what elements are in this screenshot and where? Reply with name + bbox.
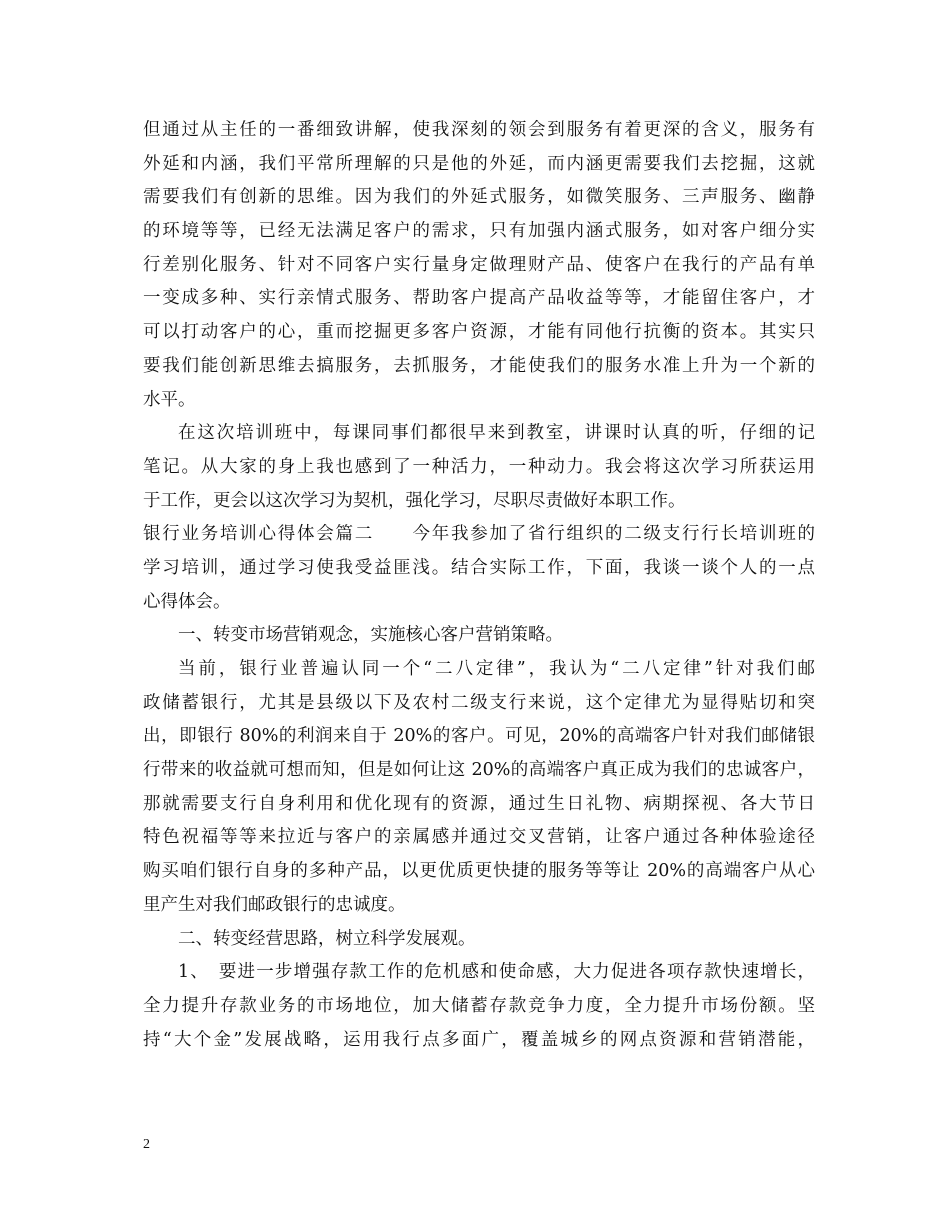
text-line: 行差别化服务、针对不同客户实行量身定做理财产品、使客户在我行的产品有单 xyxy=(143,254,815,275)
text-line: 特色祝福等等来拉近与客户的亲属感并通过交叉营销，让客户通过各种体验途径 xyxy=(143,827,815,848)
text-line: 在这次培训班中，每课同事们都很早来到教室，讲课时认真的听，仔细的记 xyxy=(178,423,815,444)
page-number: 2 xyxy=(143,1137,150,1152)
text-line: 银行业务培训心得体会篇二 今年我参加了省行组织的二级支行行长培训班的 xyxy=(143,524,815,545)
text-line: 全力提升存款业务的市场地位，加大储蓄存款竞争力度，全力提升市场份额。坚 xyxy=(143,995,815,1016)
text-line: 心得体会。 xyxy=(143,591,231,612)
text-line: 一、转变市场营销观念，实施核心客户营销策略。 xyxy=(178,625,563,646)
text-line: 1、 要进一步增强存款工作的危机感和使命感，大力促进各项存款快速增长， xyxy=(178,962,815,983)
text-line: 购买咱们银行自身的多种产品，以更优质更快捷的服务等等让 20%的高端客户从心 xyxy=(143,861,815,882)
text-line: 行带来的收益就可想而知，但是如何让这 20%的高端客户真正成为我们的忠诚客户， xyxy=(143,760,815,781)
text-line: 笔记。从大家的身上我也感到了一种活力，一种动力。我会将这次学习所获运用 xyxy=(143,456,815,477)
text-line: 里产生对我们邮政银行的忠诚度。 xyxy=(143,894,406,915)
text-line: 水平。 xyxy=(143,389,196,410)
text-line: 于工作，更会以这次学习为契机，强化学习，尽职尽责做好本职工作。 xyxy=(143,490,686,511)
text-line: 出，即银行 80%的利润来自于 20%的客户。可见，20%的高端客户针对我们邮储银 xyxy=(143,726,815,747)
text-line: 的环境等等，已经无法满足客户的需求，只有加强内涵式服务，如对客户细分实 xyxy=(143,221,815,242)
text-line: 那就需要支行自身利用和优化现有的资源，通过生日礼物、病期探视、各大节日 xyxy=(143,793,815,814)
text-line: 需要我们有创新的思维。因为我们的外延式服务，如微笑服务、三声服务、幽静 xyxy=(143,187,815,208)
text-line: 持“大个金”发展战略，运用我行点多面广，覆盖城乡的网点资源和营销潜能， xyxy=(143,1029,815,1050)
text-line: 要我们能创新思维去搞服务，去抓服务，才能使我们的服务水准上升为一个新的 xyxy=(143,355,815,376)
text-line: 政储蓄银行，尤其是县级以下及农村二级支行来说，这个定律尤为显得贴切和突 xyxy=(143,692,815,713)
text-line: 但通过从主任的一番细致讲解，使我深刻的领会到服务有着更深的含义，服务有 xyxy=(143,120,815,140)
text-line: 外延和内涵，我们平常所理解的只是他的外延，而内涵更需要我们去挖掘，这就 xyxy=(143,153,815,174)
document-body xyxy=(143,114,815,1057)
text-line: 二、转变经营思路，树立科学发展观。 xyxy=(178,928,476,949)
text-line: 当前，银行业普遍认同一个“二八定律”，我认为“二八定律”针对我们邮 xyxy=(178,659,815,679)
text-line: 可以打动客户的心，重而挖掘更多客户资源，才能有同他行抗衡的资本。其实只 xyxy=(143,322,815,343)
text-line: 一变成多种、实行亲情式服务、帮助客户提高产品收益等等，才能留住客户，才 xyxy=(143,288,815,309)
text-line: 学习培训，通过学习使我受益匪浅。结合实际工作，下面，我谈一谈个人的一点 xyxy=(143,557,815,578)
